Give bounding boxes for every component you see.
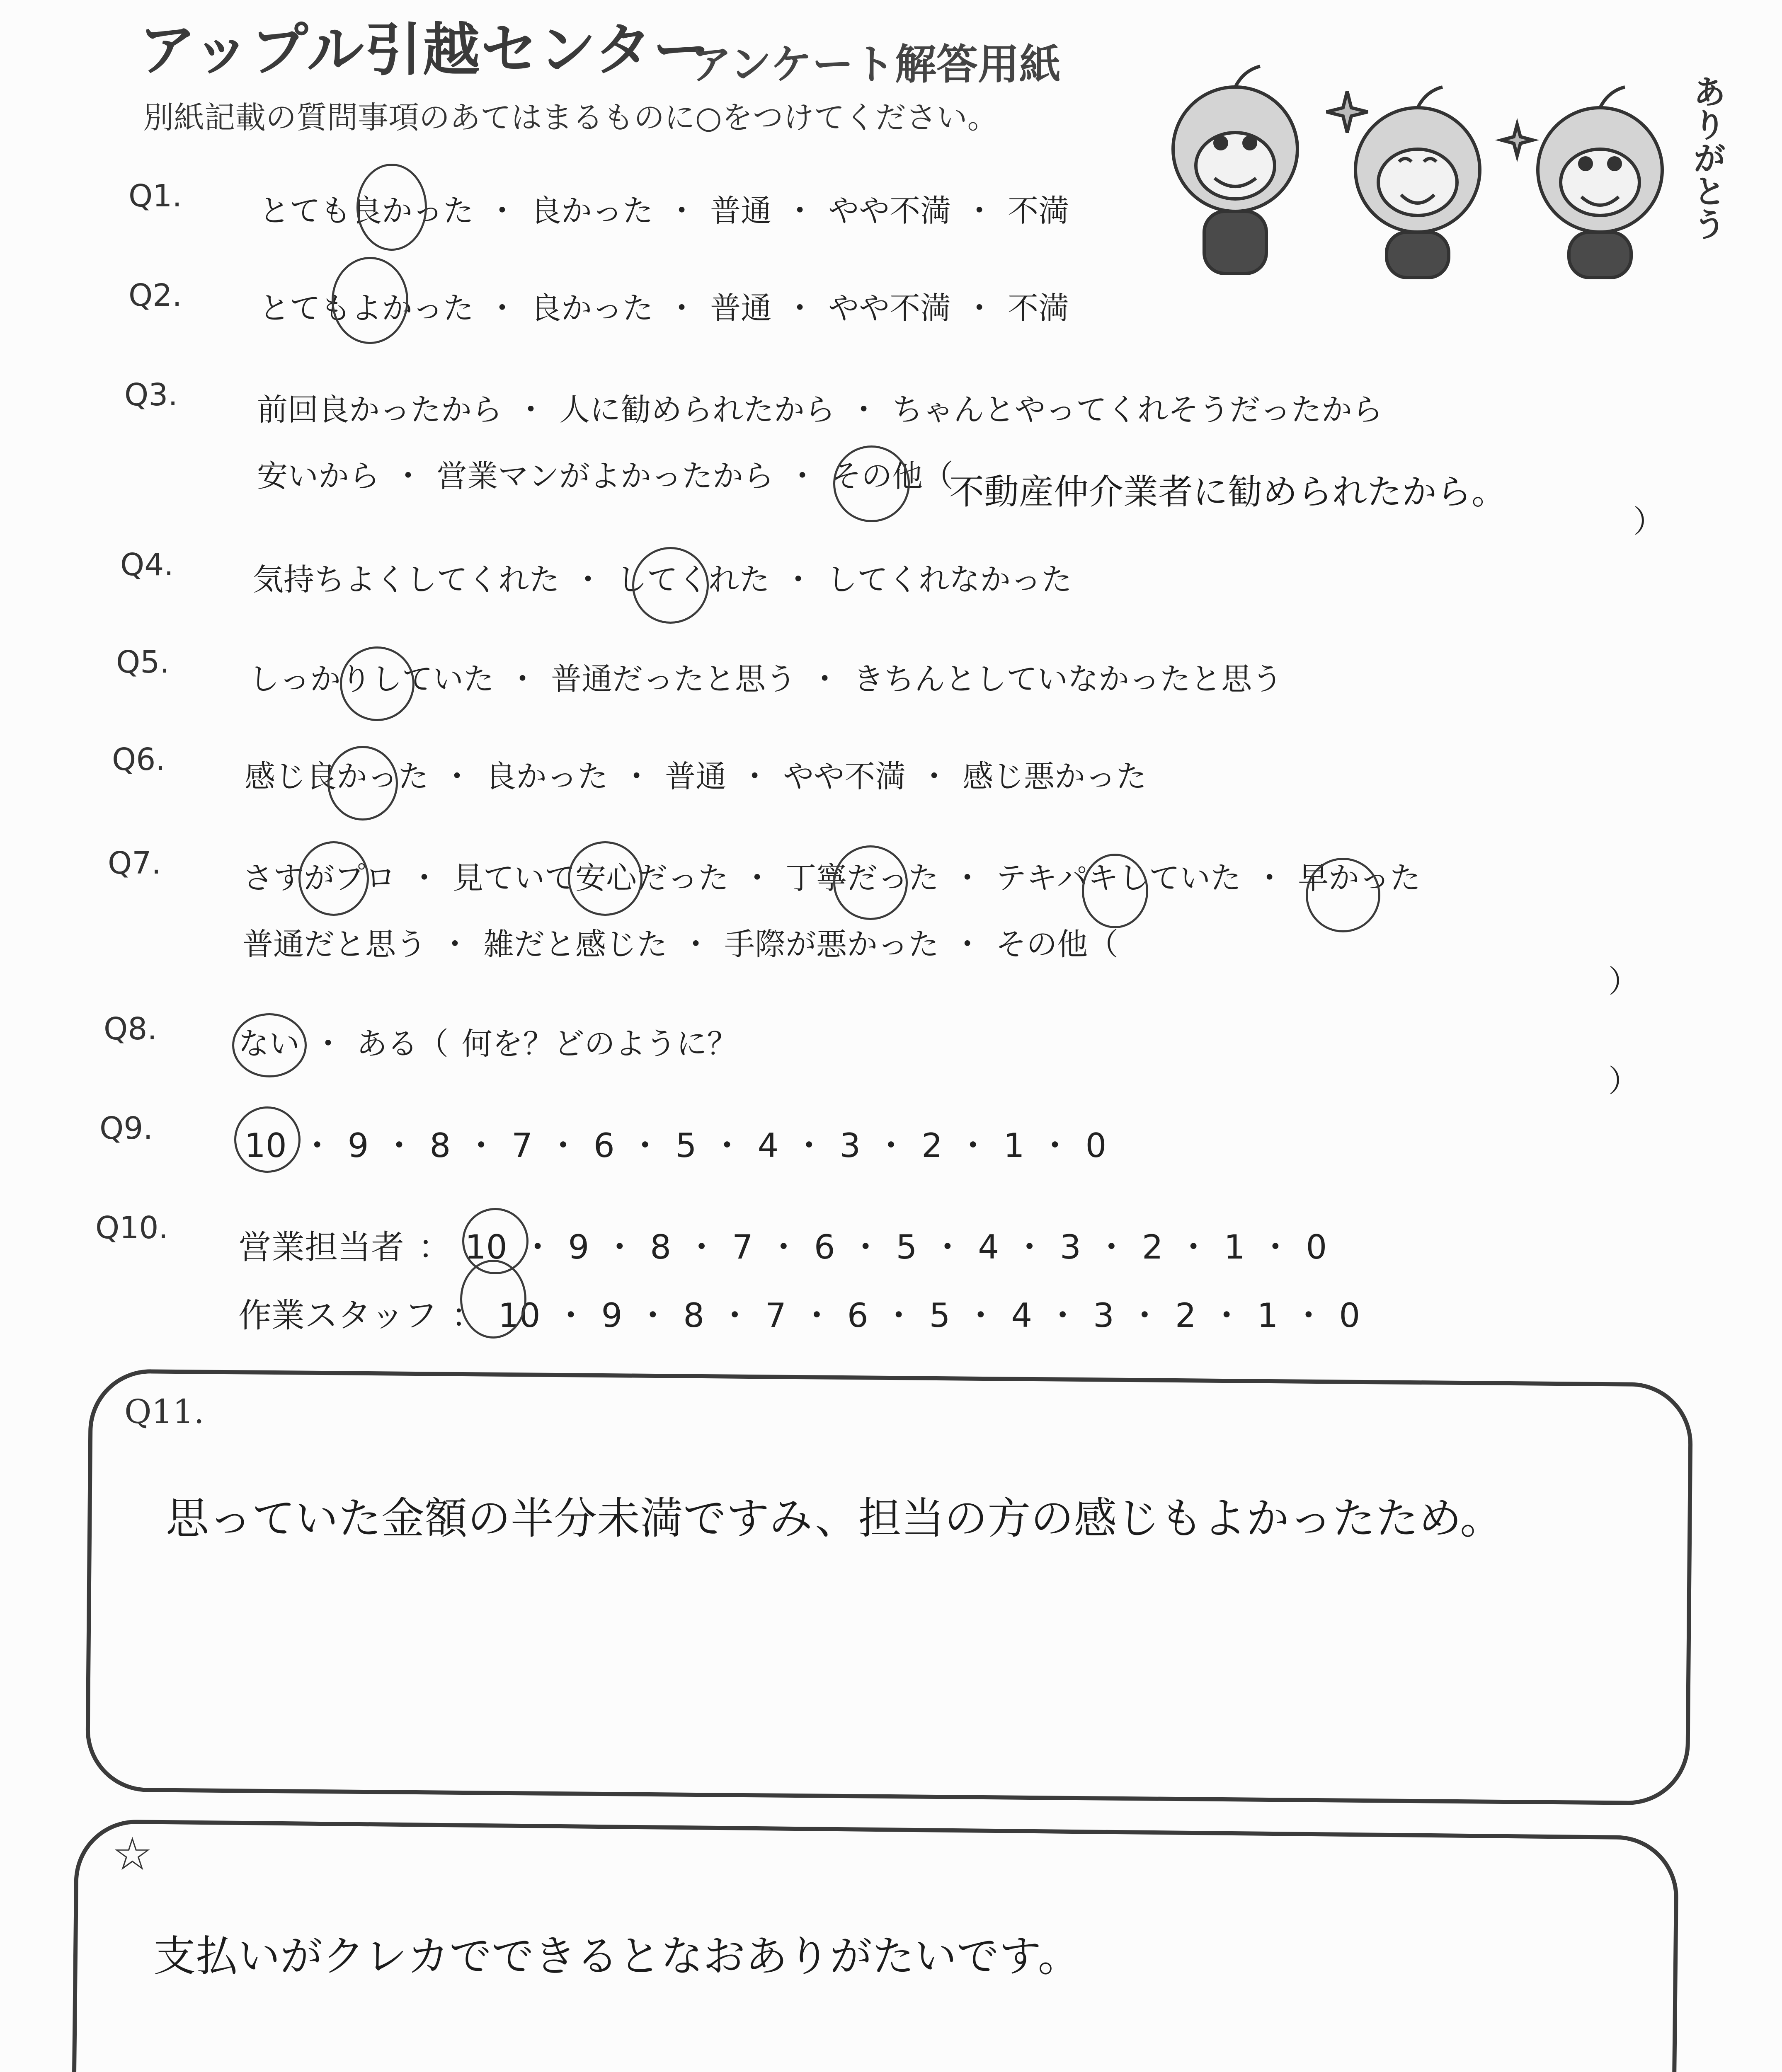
q7-options-line1[interactable]: さすがプロ ・ 見ていて安心だった ・ 丁寧だった ・ テキパキしていた ・ 早かった bbox=[242, 860, 1421, 896]
q7-options-line2[interactable]: 普通だと思う ・ 雑だと感じた ・ 手際が悪かった ・ その他（ bbox=[242, 927, 1119, 962]
q6-answer-circle bbox=[327, 746, 398, 821]
q10-label: Q10. bbox=[95, 1210, 168, 1246]
q7-label: Q7. bbox=[108, 845, 161, 881]
q3-label: Q3. bbox=[124, 377, 178, 413]
q5-options[interactable]: しっかりしていた ・ 普通だったと思う ・ きちんとしていなかったと思う bbox=[249, 661, 1283, 697]
instructions: 別紙記載の質問事項のあてはまるものに○をつけてください。 bbox=[143, 100, 998, 136]
q8-options[interactable]: ない ・ ある（ 何を？どのように？ bbox=[238, 1026, 738, 1062]
q7-close-paren: ） bbox=[1608, 964, 1639, 1000]
q3-options-line1[interactable]: 前回良かったから ・ 人に勧められたから ・ ちゃんとやってくれそうだったから bbox=[257, 392, 1383, 428]
monkey-mascot-illustration bbox=[1152, 54, 1741, 286]
q9-answer-circle bbox=[234, 1106, 301, 1173]
q3-answer-circle bbox=[833, 445, 910, 522]
q4-label: Q4. bbox=[120, 547, 174, 583]
q11-handwritten-answer: 思っていた金額の半分未満ですみ、担当の方の感じもよかったため。 bbox=[166, 1493, 1503, 1544]
q3-options-line2[interactable]: 安いから ・ 営業マンがよかったから ・ その他（ bbox=[257, 458, 954, 494]
q8-close-paren: ） bbox=[1608, 1063, 1639, 1099]
q6-options[interactable]: 感じ良かった ・ 良かった ・ 普通 ・ やや不満 ・ 感じ悪かった bbox=[245, 759, 1147, 794]
q11-answer-box[interactable] bbox=[85, 1369, 1693, 1806]
q4-answer-circle bbox=[632, 547, 709, 624]
q7-answer-circle-1 bbox=[298, 841, 369, 916]
q11-label: Q11. bbox=[124, 1392, 204, 1431]
q7-answer-circle-3 bbox=[833, 845, 908, 920]
q9-label: Q9. bbox=[99, 1111, 153, 1146]
q2-label: Q2. bbox=[128, 278, 182, 313]
q5-label: Q5. bbox=[116, 644, 170, 680]
star-icon: ☆ bbox=[112, 1828, 153, 1881]
company-name: アップル引越センター bbox=[139, 17, 711, 83]
q5-answer-circle bbox=[340, 646, 415, 721]
q4-options[interactable]: 気持ちよくしてくれた ・ してくれた ・ してくれなかった bbox=[253, 562, 1072, 598]
q1-label: Q1. bbox=[128, 178, 182, 214]
q2-options[interactable]: とてもよかった ・ 良かった ・ 普通 ・ やや不満 ・ 不満 bbox=[259, 290, 1069, 326]
q7-answer-circle-5 bbox=[1306, 858, 1380, 932]
q9-scale[interactable]: 10 ・ 9 ・ 8 ・ 7 ・ 6 ・ 5 ・ 4 ・ 3 ・ 2 ・ 1 ・ 0 bbox=[245, 1126, 1107, 1165]
q2-answer-circle bbox=[332, 257, 408, 344]
q10-sales-scale[interactable]: 営業担当者 ： 10 ・ 9 ・ 8 ・ 7 ・ 6 ・ 5 ・ 4 ・ 3 ・ 2 ・ 1 ・ 0 bbox=[238, 1228, 1327, 1266]
q7-answer-circle-2 bbox=[568, 841, 642, 916]
q8-answer-circle bbox=[232, 1013, 307, 1077]
q1-options[interactable]: とても良かった ・ 良かった ・ 普通 ・ やや不満 ・ 不満 bbox=[259, 193, 1069, 229]
q6-label: Q6. bbox=[112, 742, 165, 777]
q10-staff-scale[interactable]: 作業スタッフ ： 10 ・ 9 ・ 8 ・ 7 ・ 6 ・ 5 ・ 4 ・ 3 ・ 2 ・ 1 ・ 0 bbox=[238, 1296, 1360, 1335]
extra-handwritten-answer: 支払いがクレカでできるとなおありがたいです。 bbox=[153, 1932, 1080, 1981]
q7-answer-circle-4 bbox=[1082, 854, 1148, 928]
q8-label: Q8. bbox=[104, 1011, 157, 1047]
q3-close-paren: ） bbox=[1633, 504, 1664, 540]
form-title: アンケート解答用紙 bbox=[690, 40, 1061, 89]
q10-staff-answer-circle bbox=[460, 1260, 526, 1339]
q3-other-handwritten: 不動産仲介業者に勧められたから。 bbox=[949, 472, 1507, 512]
q1-answer-circle bbox=[356, 164, 427, 251]
thanks-vertical-text: ありがとう bbox=[1687, 75, 1726, 240]
